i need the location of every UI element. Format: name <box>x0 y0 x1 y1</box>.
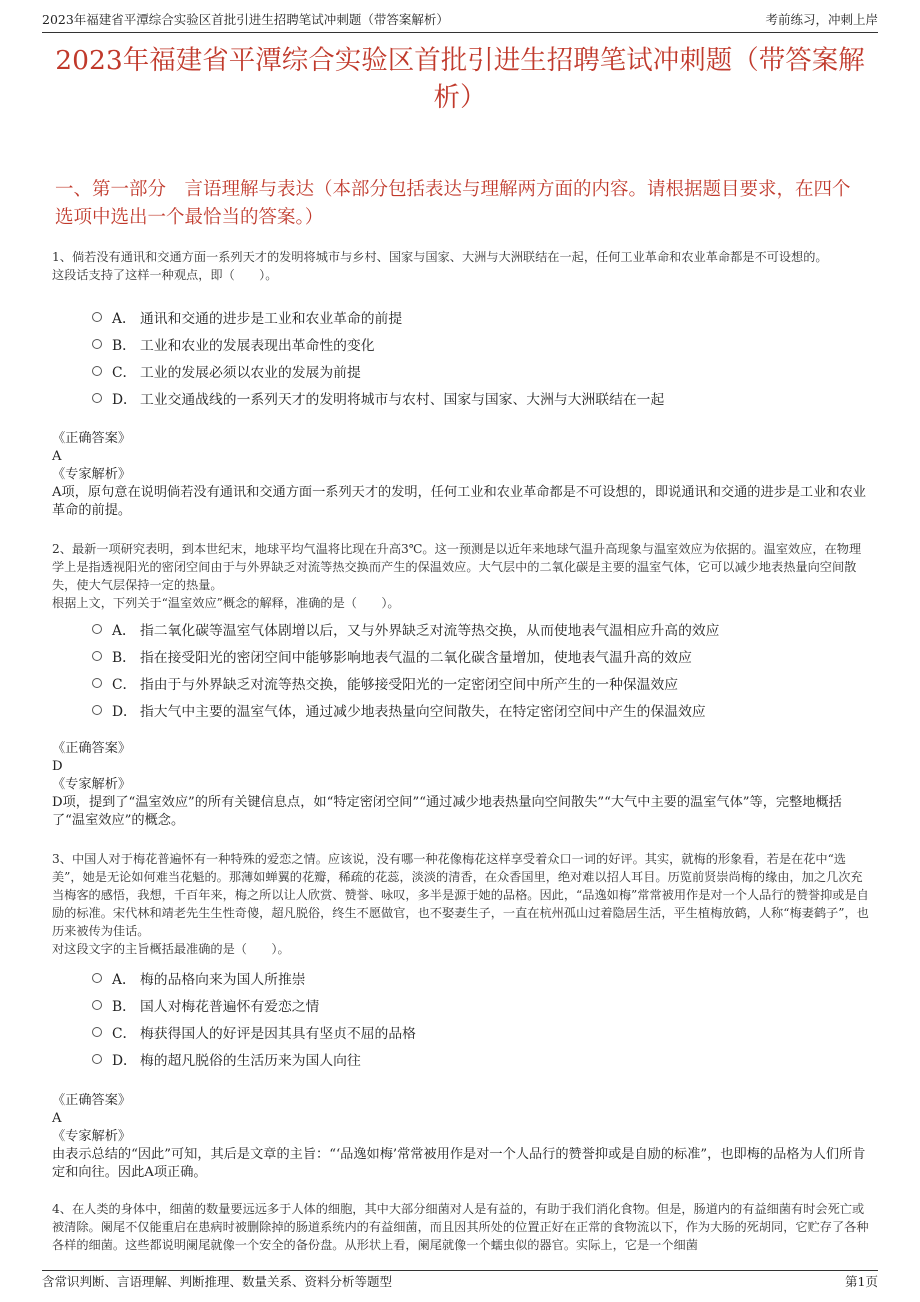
question-4-stem <box>52 1200 872 1254</box>
explanation-label: 《专家解析》 <box>52 1129 132 1144</box>
option-3c[interactable]: C． 梅获得国人的好评是因其具有坚贞不屈的品格 <box>92 1018 880 1045</box>
question-1-prompt: 这段话支持了这样一种观点，即（ ）。 <box>52 268 278 282</box>
question-2-stem <box>52 540 872 612</box>
radio-icon[interactable] <box>92 973 102 983</box>
radio-icon[interactable] <box>92 678 102 688</box>
radio-icon[interactable] <box>92 624 102 634</box>
explanation-label: 《专家解析》 <box>52 467 132 482</box>
question-2-prompt: 根据上文，下列关于“温室效应”概念的解释，准确的是（ ）。 <box>52 596 400 610</box>
section-heading: 一、第一部分 言语理解与表达（本部分包括表达与理解两方面的内容。请根据题目要求，在四个选项中选出一个最恰当的答案。） <box>55 179 851 228</box>
answer-value: D <box>52 759 63 774</box>
answer-label: 《正确答案》 <box>52 1093 132 1108</box>
option-1d[interactable]: D． 工业交通战线的一系列天才的发明将城市与农村、国家与国家、大洲与大洲联结在一起 <box>92 384 880 411</box>
question-3-answer-block <box>52 1092 872 1182</box>
option-1b[interactable]: B． 工业和农业的发展表现出革命性的变化 <box>92 330 880 357</box>
option-3b[interactable]: B． 国人对梅花普遍怀有爱恋之情 <box>92 991 880 1018</box>
option-2c[interactable]: C． 指由于与外界缺乏对流等热交换，能够接受阳光的一定密闭空间中所产生的一种保温效应 <box>92 669 880 696</box>
header-doc-title: 2023年福建省平潭综合实验区首批引进生招聘笔试冲刺题（带答案解析） <box>42 12 449 27</box>
option-3d[interactable]: D． 梅的超凡脱俗的生活历来为国人向往 <box>92 1045 880 1072</box>
option-2b[interactable]: B． 指在接受阳光的密闭空间中能够影响地表气温的二氧化碳含量增加，使地表气温升高的效应 <box>92 642 880 669</box>
explanation-text: A项，原句意在说明倘若没有通讯和交通方面一系列天才的发明，任何工业和农业革命都是不可设想的，即说通讯和交通的进步是工业和农业革命的前提。 <box>52 485 866 518</box>
question-1-options <box>92 303 880 411</box>
question-2-text: 2、最新一项研究表明，到本世纪末，地球平均气温将比现在升高3℃。这一预测是以近年来地球气温升高现象与温室效应为依据的。温室效应，在物理学上是指透视阳光的密闭空间由于与外界缺乏对流等热交换而产生的保温效应。大气层中的二氧化碳是主要的温室气体，它可以减少地表热量向空间散失，使大气层保持一定的热量。 <box>52 542 862 592</box>
question-3-options <box>92 964 880 1072</box>
question-4-text: 4、在人类的身体中，细菌的数量要远远多于人体的细胞，其中大部分细菌对人是有益的，有助于我们消化食物。但是，肠道内的有益细菌有时会死亡或被清除。阑尾不仅能重启在患病时被删除掉的肠道系统内的有益细菌，而且因其所处的位置正好在正常的食物流以下，作为大肠的死胡同，它贮存了各种各样的细菌。这些都说明阑尾就像一个安全的备份盘。从形状上看，阑尾就像一个蠕虫似的器官。实际上，它是一个细菌 <box>52 1202 869 1252</box>
answer-label: 《正确答案》 <box>52 741 132 756</box>
document-title: 2023年福建省平潭综合实验区首批引进生招聘笔试冲刺题（带答案解析） <box>55 45 865 113</box>
option-2a[interactable]: A． 指二氧化碳等温室气体剧增以后，又与外界缺乏对流等热交换，从而使地表气温相应升高的效应 <box>92 615 880 642</box>
radio-icon[interactable] <box>92 1000 102 1010</box>
page-header <box>42 8 878 33</box>
header-slogan: 考前练习，冲刺上岸 <box>765 12 878 27</box>
question-1-stem <box>52 248 872 284</box>
radio-icon[interactable] <box>92 312 102 322</box>
explanation-text: D项，提到了“温室效应”的所有关键信息点，如“特定密闭空间”“通过减少地表热量向空间散失”“大气中主要的温室气体”等，完整地概括了“温室效应”的概念。 <box>52 795 842 828</box>
option-1c[interactable]: C． 工业的发展必须以农业的发展为前提 <box>92 357 880 384</box>
question-2-options <box>92 615 880 723</box>
page-number: 第1页 <box>845 1274 878 1289</box>
page-footer <box>42 1270 878 1295</box>
question-3-text: 3、中国人对于梅花普遍怀有一种特殊的爱恋之情。应该说，没有哪一种花像梅花这样享受着众口一词的好评。其实，就梅的形象看，若是在花中“选美”，她是无论如何难当花魁的。那薄如蝉翼的花瓣，稀疏的花蕊，淡淡的清香，在众香国里，绝对难以招人耳目。历览前贤崇尚梅的缘由，加之几次充当梅客的感悟，我想，千百年来，梅之所以让人欣赏、赞誉、咏叹，多半是源于她的品格。因此，“品逸如梅”常常被用作是对一个人品行的赞誉抑或是自励的标准。宋代林和靖老先生生性奇傻，超凡脱俗，终生不愿做官，也不娶妻生子，一直在杭州孤山过着隐居生活，平生植梅放鹤，人称“梅妻鹤子”，也历来被传为佳话。 <box>52 852 869 938</box>
radio-icon[interactable] <box>92 393 102 403</box>
option-3a[interactable]: A． 梅的品格向来为国人所推崇 <box>92 964 880 991</box>
question-1-text: 1、倘若没有通讯和交通方面一系列天才的发明将城市与乡村、国家与国家、大洲与大洲联结在一起，任何工业革命和农业革命都是不可设想的。 <box>52 250 828 264</box>
answer-value: A <box>52 449 62 464</box>
footer-topics: 含常识判断、言语理解、判断推理、数量关系、资料分析等题型 <box>42 1274 393 1289</box>
question-3-stem <box>52 850 872 958</box>
option-2d[interactable]: D． 指大气中主要的温室气体，通过减少地表热量向空间散失，在特定密闭空间中产生的保温效应 <box>92 696 880 723</box>
radio-icon[interactable] <box>92 339 102 349</box>
radio-icon[interactable] <box>92 1027 102 1037</box>
answer-value: A <box>52 1111 62 1126</box>
option-1a[interactable]: A． 通讯和交通的进步是工业和农业革命的前提 <box>92 303 880 330</box>
explanation-label: 《专家解析》 <box>52 777 132 792</box>
question-2-answer-block <box>52 740 872 830</box>
question-3-prompt: 对这段文字的主旨概括最准确的是（ ）。 <box>52 942 290 956</box>
radio-icon[interactable] <box>92 366 102 376</box>
radio-icon[interactable] <box>92 705 102 715</box>
radio-icon[interactable] <box>92 651 102 661</box>
answer-label: 《正确答案》 <box>52 431 132 446</box>
question-1-answer-block <box>52 430 872 520</box>
explanation-text: 由表示总结的“因此”可知，其后是文章的主旨：“‘品逸如梅’常常被用作是对一个人品行的赞誉抑或是自励的标准”，也即梅的品格为人们所肯定和向往。因此A项正确。 <box>52 1147 866 1180</box>
radio-icon[interactable] <box>92 1054 102 1064</box>
